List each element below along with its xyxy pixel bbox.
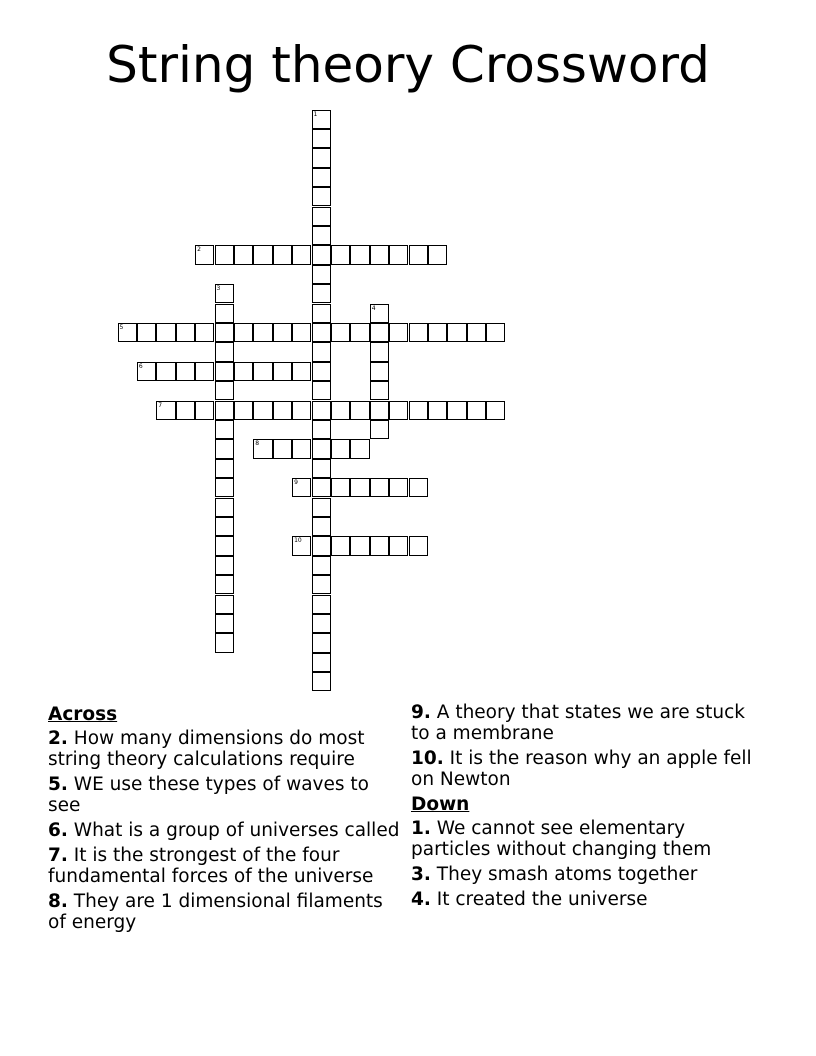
clue-number: 6 [138,362,143,370]
grid-cell[interactable] [215,323,234,342]
grid-cell[interactable] [118,323,137,342]
clue-number-label: 2. [48,728,68,749]
grid-cell[interactable] [312,614,331,633]
clue-number: 3 [216,285,221,293]
grid-cell[interactable] [389,245,408,264]
grid-cell[interactable] [467,401,486,420]
grid-cell[interactable] [312,245,331,264]
down-clue [411,889,761,910]
grid-cell[interactable] [370,381,389,400]
grid-cell[interactable] [350,323,369,342]
grid-cell[interactable] [409,401,428,420]
grid-cell[interactable] [215,556,234,575]
grid-cell[interactable] [292,245,311,264]
grid-cell[interactable] [428,323,447,342]
clue-number: 7 [158,401,163,409]
grid-cell[interactable] [312,304,331,323]
grid-cell[interactable] [215,245,234,264]
grid-cell[interactable] [176,401,195,420]
grid-cell[interactable] [176,362,195,381]
grid-cell[interactable] [215,362,234,381]
clues-column-left [48,702,400,937]
grid-cell[interactable] [370,362,389,381]
grid-cell[interactable] [215,401,234,420]
grid-cell[interactable] [292,439,311,458]
grid-cell[interactable] [215,381,234,400]
grid-cell[interactable] [234,323,253,342]
grid-cell[interactable] [215,536,234,555]
grid-cell[interactable] [370,536,389,555]
grid-cell[interactable] [215,614,234,633]
grid-cell[interactable] [195,362,214,381]
grid-cell[interactable] [312,517,331,536]
grid-cell[interactable] [389,323,408,342]
grid-cell[interactable] [428,401,447,420]
grid-cell[interactable] [215,304,234,323]
grid-cell[interactable] [428,245,447,264]
grid-cell[interactable] [467,323,486,342]
grid-cell[interactable] [312,226,331,245]
grid-cell[interactable] [215,478,234,497]
clue-text: It is the reason why an apple fell on Newton [411,748,752,790]
grid-cell[interactable] [273,245,292,264]
grid-cell[interactable] [273,439,292,458]
clue-number: 4 [371,304,376,312]
grid-cell[interactable] [273,362,292,381]
grid-cell[interactable] [292,401,311,420]
grid-cell[interactable] [331,245,350,264]
grid-cell[interactable] [312,498,331,517]
grid-cell[interactable] [312,575,331,594]
across-clue [48,891,400,933]
grid-cell[interactable] [389,478,408,497]
grid-cell[interactable] [195,245,214,264]
grid-cell[interactable] [215,517,234,536]
grid-cell[interactable] [156,323,175,342]
grid-cell[interactable] [486,401,505,420]
grid-cell[interactable] [350,439,369,458]
grid-cell[interactable] [176,323,195,342]
grid-cell[interactable] [331,536,350,555]
grid-cell[interactable] [312,129,331,148]
clue-number-label: 5. [48,774,68,795]
grid-cell[interactable] [253,323,272,342]
grid-cell[interactable] [292,362,311,381]
grid-cell[interactable] [312,439,331,458]
grid-cell[interactable] [312,595,331,614]
grid-cell[interactable] [253,439,272,458]
grid-cell[interactable] [447,401,466,420]
page-title: String theory Crossword [106,36,710,94]
across-heading: Across [48,704,118,725]
grid-cell[interactable] [234,401,253,420]
grid-cell[interactable] [350,245,369,264]
across-clue [48,774,400,816]
grid-cell[interactable] [215,420,234,439]
grid-cell[interactable] [312,556,331,575]
down-heading: Down [411,794,470,815]
grid-cell[interactable] [350,401,369,420]
across-clue [411,748,761,790]
grid-cell[interactable] [331,439,350,458]
grid-cell[interactable] [312,284,331,303]
grid-cell[interactable] [234,245,253,264]
grid-cell[interactable] [447,323,466,342]
grid-cell[interactable] [312,381,331,400]
grid-cell[interactable] [312,342,331,361]
grid-cell[interactable] [215,439,234,458]
grid-cell[interactable] [370,478,389,497]
clues-column-right [411,702,761,914]
grid-cell[interactable] [331,323,350,342]
clue-number-label: 4. [411,889,431,910]
grid-cell[interactable] [312,323,331,342]
grid-cell[interactable] [370,245,389,264]
grid-cell[interactable] [234,362,253,381]
clue-number-label: 9. [411,702,431,723]
clue-number: 1 [313,110,318,118]
grid-cell[interactable] [215,342,234,361]
clue-text: How many dimensions do most string theory calculations require [48,728,365,770]
grid-cell[interactable] [312,478,331,497]
grid-cell[interactable] [409,245,428,264]
grid-cell[interactable] [312,459,331,478]
grid-cell[interactable] [273,401,292,420]
across-clue-list-continued [411,702,761,790]
clue-number-label: 8. [48,891,68,912]
clue-text: They smash atoms together [430,864,698,885]
grid-cell[interactable] [215,284,234,303]
clue-number: 5 [119,323,124,331]
grid-cell[interactable] [215,633,234,652]
clue-text: They are 1 dimensional filaments of energy [48,891,383,933]
clue-number: 8 [255,440,260,448]
clue-number: 9 [294,479,298,487]
grid-cell[interactable] [331,401,350,420]
grid-cell[interactable] [370,342,389,361]
clue-number-label: 1. [411,818,431,839]
across-clue [48,845,400,887]
grid-cell[interactable] [195,401,214,420]
clue-text: It is the strongest of the four fundamental forces of the universe [48,845,374,887]
grid-cell[interactable] [137,362,156,381]
grid-cell[interactable] [137,323,156,342]
across-clue-list [48,728,400,933]
grid-cell[interactable] [409,323,428,342]
grid-cell[interactable] [156,362,175,381]
grid-cell[interactable] [312,401,331,420]
clue-text: WE use these types of waves to see [48,774,369,816]
grid-cell[interactable] [312,536,331,555]
grid-cell[interactable] [312,633,331,652]
grid-cell[interactable] [312,265,331,284]
across-clue [411,702,761,744]
grid-cell[interactable] [253,245,272,264]
grid-cell[interactable] [331,478,350,497]
grid-cell[interactable] [253,401,272,420]
grid-cell[interactable] [312,187,331,206]
grid-cell[interactable] [195,323,214,342]
grid-cell[interactable] [370,420,389,439]
grid-cell[interactable] [409,478,428,497]
grid-cell[interactable] [215,459,234,478]
grid-cell[interactable] [312,672,331,691]
grid-cell[interactable] [215,575,234,594]
grid-cell[interactable] [253,362,272,381]
clue-number-label: 3. [411,864,431,885]
clue-text: What is a group of universes called [67,820,400,841]
down-clue-list [411,818,761,910]
grid-cell[interactable] [292,478,311,497]
grid-cell[interactable] [350,478,369,497]
grid-cell[interactable] [312,110,331,129]
grid-cell[interactable] [389,401,408,420]
grid-cell[interactable] [215,498,234,517]
clue-number: 2 [197,246,201,254]
grid-cell[interactable] [215,595,234,614]
grid-cell[interactable] [292,536,311,555]
clue-text: A theory that states we are stuck to a membrane [411,702,745,744]
grid-cell[interactable] [370,401,389,420]
across-clue [48,728,400,770]
clue-number-label: 10. [411,748,444,769]
grid-cell[interactable] [409,536,428,555]
grid-cell[interactable] [312,168,331,187]
clue-text: It created the universe [430,889,648,910]
grid-cell[interactable] [312,207,331,226]
across-clue [48,820,400,841]
down-clue [411,818,761,860]
grid-cell[interactable] [156,401,175,420]
grid-cell[interactable] [350,536,369,555]
clue-number-label: 7. [48,845,68,866]
clue-number-label: 6. [48,820,68,841]
grid-cell[interactable] [312,148,331,167]
grid-cell[interactable] [370,304,389,323]
grid-cell[interactable] [273,323,292,342]
grid-cell[interactable] [312,420,331,439]
grid-cell[interactable] [292,323,311,342]
down-clue [411,864,761,885]
grid-cell[interactable] [312,653,331,672]
grid-cell[interactable] [312,362,331,381]
clue-text: We cannot see elementary particles without changing them [411,818,712,860]
grid-cell[interactable] [486,323,505,342]
grid-cell[interactable] [370,323,389,342]
clue-number: 10 [294,537,302,545]
grid-cell[interactable] [389,536,408,555]
